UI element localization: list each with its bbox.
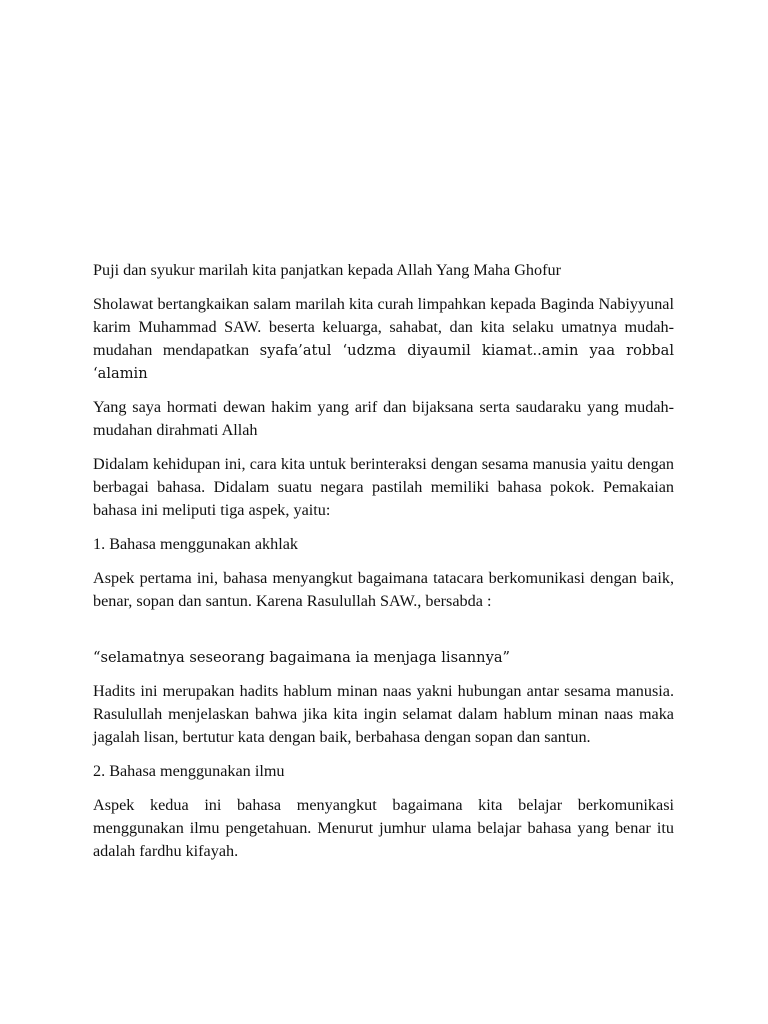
greeting-paragraph: Yang saya hormati dewan hakim yang arif dan bijaksana serta saudaraku yang mudah-mudahan dirahmati Allah — [93, 398, 674, 439]
hadith-explanation-paragraph: Hadits ini merupakan hadits hablum minan naas yakni hubungan antar sesama manusia. Rasulullah menjelaskan bahwa jika kita ingin selamat dalam hablum minan naas maka jagalah lisan, bertutur kata dengan baik, berbahasa dengan sopan dan santun. — [93, 682, 674, 746]
aspect-1-heading: 1. Bahasa menggunakan akhlak — [93, 535, 298, 553]
aspect-2-paragraph: Aspek kedua ini bahasa menyangkut bagaimana kita belajar berkomunikasi menggunakan ilmu pengetahuan. Menurut jumhur ulama belajar bahasa yang benar itu adalah fardhu kifayah. — [93, 796, 674, 860]
aspect-2-heading: 2. Bahasa menggunakan ilmu — [93, 762, 285, 780]
intro-paragraph: Didalam kehidupan ini, cara kita untuk berinteraksi dengan sesama manusia yaitu dengan berbagai bahasa. Didalam suatu negara pastilah memiliki bahasa pokok. Pemakaian bahasa ini meliputi tiga aspek, yaitu: — [93, 455, 674, 519]
sholawat-text: Sholawat bertangkaikan salam marilah kita curah limpahkan kepada Baginda Nabiyyunal karim Muhammad SAW. beserta keluarga, sahabat, dan kita selaku umatnya mudah-mudahan mendapatkan — [93, 295, 674, 359]
document-body — [93, 259, 674, 874]
sholawat-paragraph — [93, 293, 674, 385]
hadith-quote: “selamatnya seseorang bagaimana ia menjaga lisannya” — [93, 649, 510, 666]
opening-praise-paragraph: Puji dan syukur marilah kita panjatkan kepada Allah Yang Maha Ghofur — [93, 261, 561, 279]
syafaat-phrase: syafa’atul ‘udzma diyaumil kiamat..amin yaa robbal ‘alamin — [93, 342, 674, 382]
aspect-1-paragraph: Aspek pertama ini, bahasa menyangkut bagaimana tatacara berkomunikasi dengan baik, benar, sopan dan santun. Karena Rasulullah SAW., bersabda : — [93, 569, 674, 610]
